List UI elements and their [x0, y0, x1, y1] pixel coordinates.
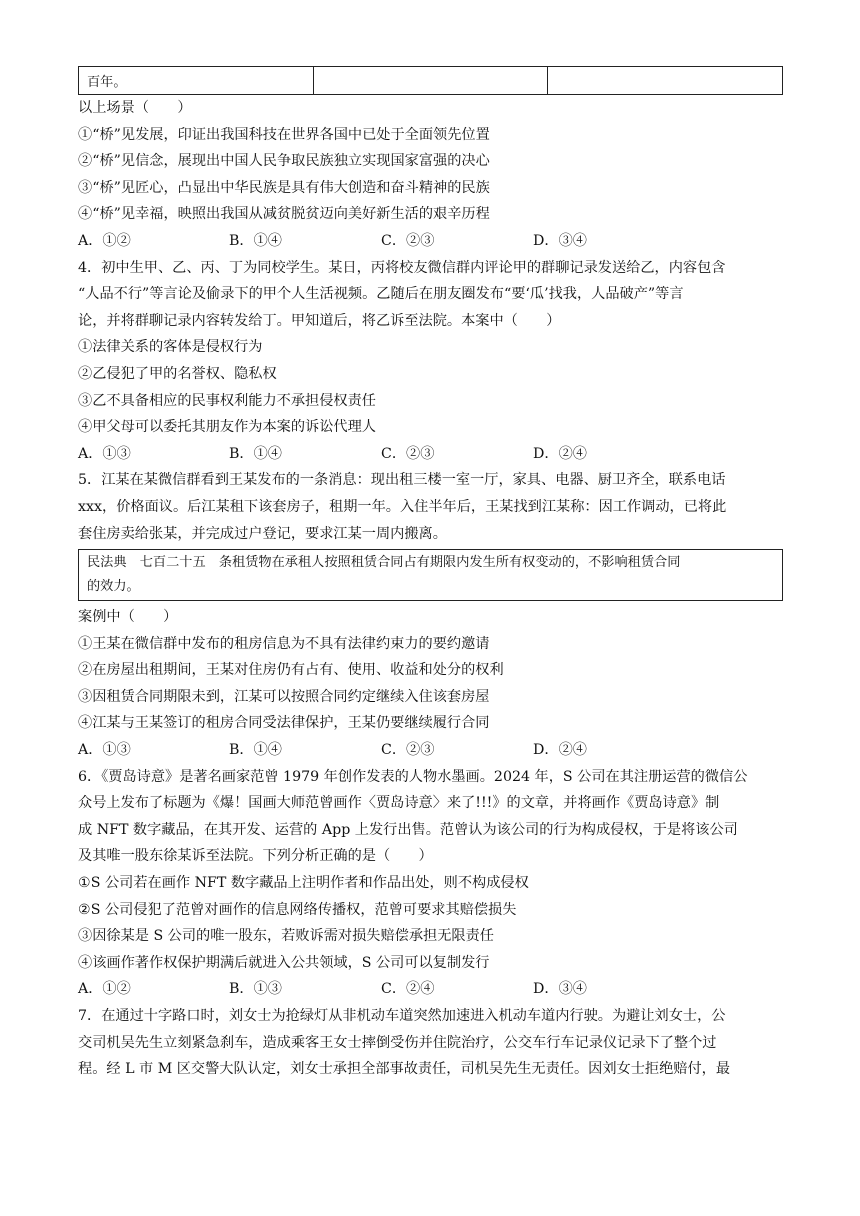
statement-item: ③乙不具备相应的民事权利能力不承担侵权责任: [78, 392, 376, 409]
exam-page: [78, 66, 783, 1083]
option-a: A．①②: [78, 232, 131, 249]
option-b: B．①③: [229, 981, 282, 998]
option-a: A．①③: [78, 445, 131, 462]
option-b: B．①④: [229, 742, 282, 759]
question-7: [78, 1003, 783, 1083]
question-text: 众号上发布了标题为《爆！国画大师范曾画作〈贾岛诗意〉来了!!!》的文章，并将画作《贾岛诗意》制: [78, 795, 720, 812]
table-cell: [313, 67, 548, 95]
option-b: B．①④: [229, 445, 282, 462]
law-quote-line: 的效力。: [87, 579, 140, 595]
question-text: 交司机吴先生立刻紧急刹车，造成乘客王女士摔倒受伤并住院治疗，公交车行车记录仪记录下了整个过: [78, 1034, 717, 1051]
option-a: A．①②: [78, 981, 131, 998]
answer-options: [78, 441, 783, 468]
question-4: [78, 255, 783, 468]
question-text: 成 NFT 数字藏品，在其开发、运营的 App 上发行出售。范曾认为该公司的行为构成侵权，于是将该公司: [78, 821, 738, 838]
top-table: [78, 66, 783, 95]
option-d: D．②④: [533, 445, 587, 462]
answer-options: [78, 228, 783, 255]
question-text: 5．江某在某微信群看到王某发布的一条消息：现出租三楼一室一厅，家具、电器、厨卫齐全，联系电话: [78, 472, 726, 489]
question-text: “人品不行”等言论及偷录下的甲个人生活视频。乙随后在朋友圈发布“要‘瓜’找我，人品破产”等言: [78, 286, 684, 303]
option-d: D．②④: [533, 742, 587, 759]
statement-item: ②在房屋出租期间，王某对住房仍有占有、使用、收益和处分的权利: [78, 662, 504, 679]
statement-item: ①S 公司若在画作 NFT 数字藏品上注明作者和作品出处，则不构成侵权: [78, 875, 529, 892]
question-text: 及其唯一股东徐某诉至法院。下列分析正确的是（ ）: [78, 848, 433, 865]
statement-item: ④甲父母可以委托其朋友作为本案的诉讼代理人: [78, 419, 376, 436]
question-text: xxx，价格面议。后江某租下该套房子，租期一年。入住半年后，王某找到江某称：因工作调动，已将此: [78, 498, 727, 515]
option-c: C．②③: [381, 742, 435, 759]
table-cell: [548, 67, 783, 95]
statement-item: ①王某在微信群中发布的租房信息为不具有法律约束力的要约邀请: [78, 635, 490, 652]
question-3: [78, 95, 783, 255]
option-c: C．②③: [381, 232, 435, 249]
question-text: 7．在通过十字路口时，刘女士为抢绿灯从非机动车道突然加速进入机动车道内行驶。为避让刘女士，公: [78, 1008, 726, 1024]
question-text: 套住房卖给张某，并完成过户登记，要求江某一周内搬离。: [78, 525, 447, 542]
question-text: 4．初中生甲、乙、丙、丁为同校学生。某日，丙将校友微信群内评论甲的群聊记录发送给乙，内容包含: [78, 259, 726, 276]
answer-options: [78, 976, 783, 1003]
statement-item: ④该画作著作权保护期满后就进入公共领域，S 公司可以复制发行: [78, 954, 490, 971]
statement-item: ③因徐某是 S 公司的唯一股东，若败诉需对损失赔偿承担无限责任: [78, 928, 494, 945]
option-c: C．②③: [381, 445, 435, 462]
option-c: C．②④: [381, 981, 435, 998]
question-text: 论，并将群聊记录内容转发给丁。甲知道后，将乙诉至法院。本案中（ ）: [78, 312, 561, 329]
statement-item: ①“桥”见发展，印证出我国科技在世界各国中已处于全面领先位置: [78, 126, 490, 143]
question-5: [78, 467, 783, 763]
question-text: 程。经 L 市 M 区交警大队认定，刘女士承担全部事故责任，司机吴先生无责任。因刘女士拒绝赔付，最: [78, 1061, 731, 1078]
statement-item: ④“桥”见幸福，映照出我国从减贫脱贫迈向美好新生活的艰辛历程: [78, 206, 490, 223]
option-d: D．③④: [533, 232, 587, 249]
statement-item: ③“桥”见匠心，凸显出中华民族是具有伟大创造和奋斗精神的民族: [78, 179, 490, 196]
option-a: A．①③: [78, 742, 131, 759]
question-text: 6．《贾岛诗意》是著名画家范曾 1979 年创作发表的人物水墨画。2024 年，S 公司在其注册运营的微信公: [78, 768, 748, 785]
statement-item: ②“桥”见信念，展现出中国人民争取民族独立实现国家富强的决心: [78, 153, 490, 170]
question-6: [78, 764, 783, 1003]
statement-item: ②乙侵犯了甲的名誉权、隐私权: [78, 365, 277, 382]
statement-item: ③因租赁合同期限未到，江某可以按照合同约定继续入住该套房屋: [78, 688, 490, 705]
question-stem: 案例中（ ）: [78, 609, 178, 626]
question-stem: 以上场景（ ）: [78, 100, 192, 116]
statement-item: ④江某与王某签订的租房合同受法律保护，王某仍要继续履行合同: [78, 715, 490, 732]
law-quote-line: 民法典 七百二十五 条租赁物在承租人按照租赁合同占有期限内发生所有权变动的，不影响租赁合同: [87, 555, 681, 571]
statement-item: ①法律关系的客体是侵权行为: [78, 339, 263, 356]
statement-item: ②S 公司侵犯了范曾对画作的信息网络传播权，范曾可要求其赔偿损失: [78, 901, 517, 918]
table-cell: 百年。: [79, 67, 314, 95]
law-quote-box: [78, 549, 783, 601]
option-d: D．③④: [533, 981, 587, 998]
answer-options: [78, 737, 783, 764]
option-b: B．①④: [229, 232, 282, 249]
